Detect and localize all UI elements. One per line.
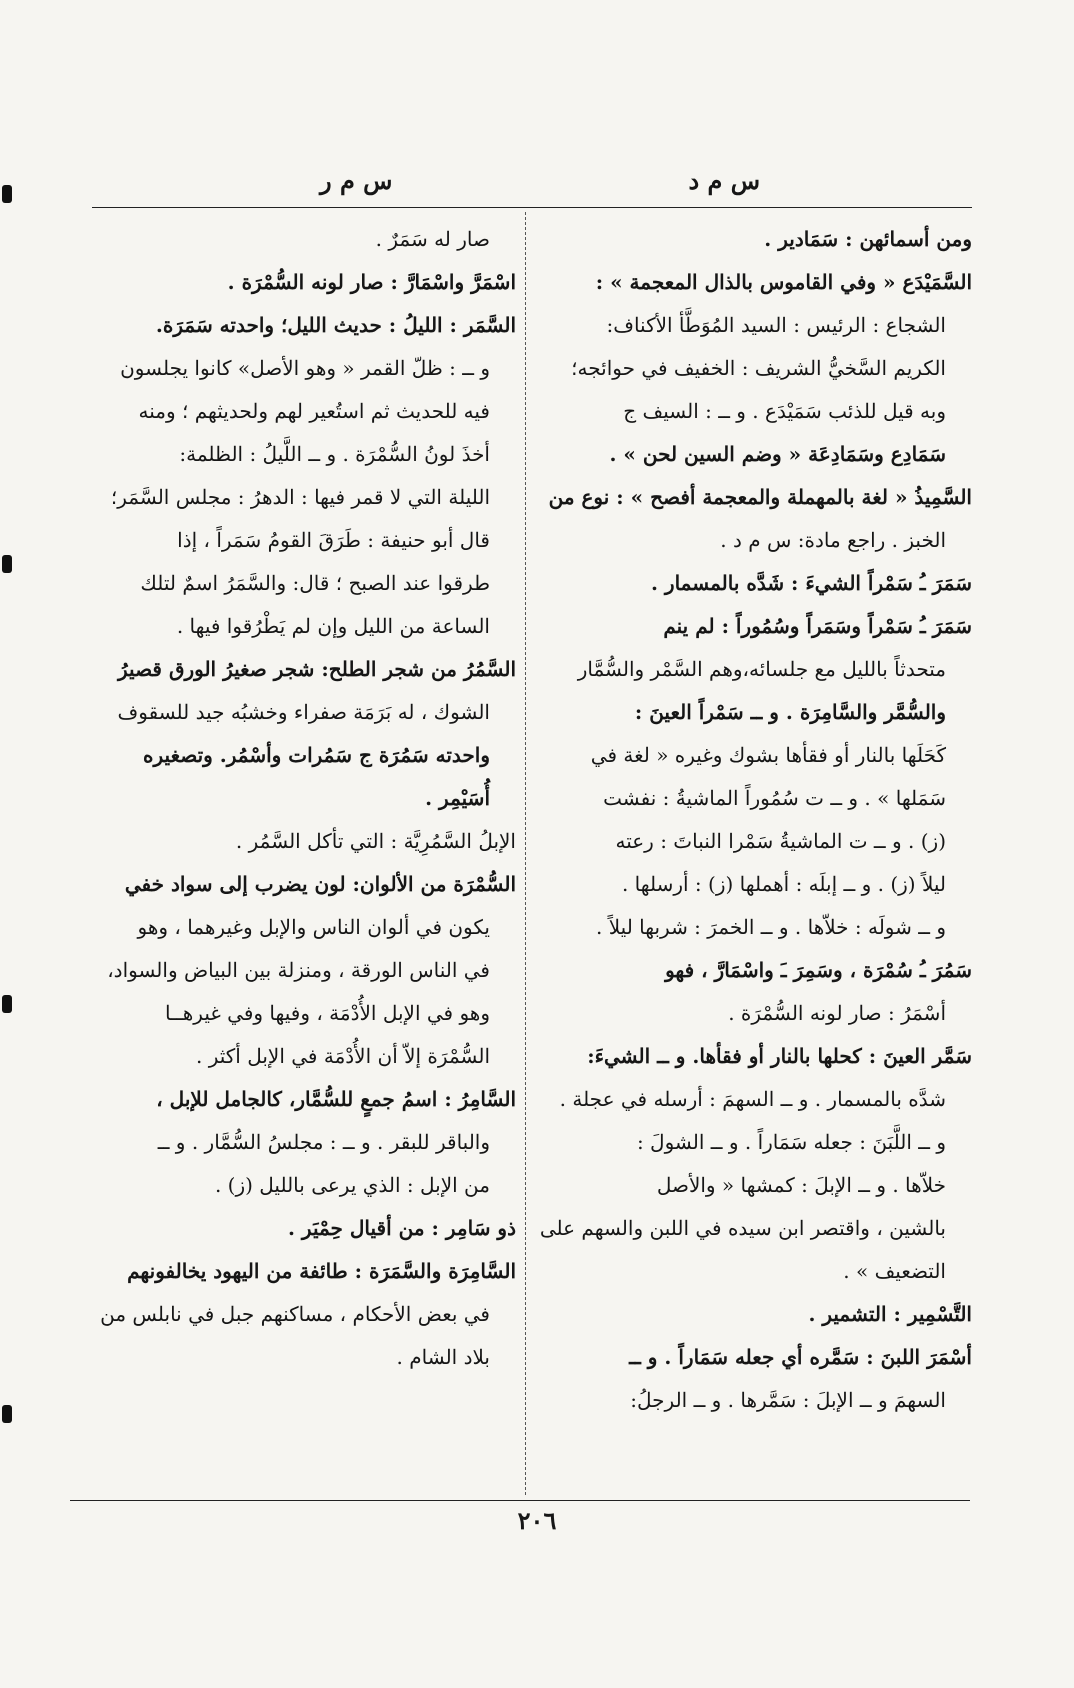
scan-mark <box>2 995 12 1013</box>
entry-line: طرقوا عند الصبح ؛ قال: والسَّمَرُ اسمٌ لتلك <box>140 571 490 595</box>
entry-line: واحدته سَمُرَة ج سَمُرات وأسْمُر. وتصغيره <box>143 743 490 767</box>
entry-line: السَّمُرُ من شجر الطلح: شجر صغيرُ الورق قصيرُ <box>118 657 516 681</box>
entry-line: أخذَ لونُ السُّمْرَة . و ــ اللَّيلُ : الظلمة: <box>179 442 490 466</box>
entry-line: التضعيف » . <box>843 1259 946 1283</box>
entry-line: السُّمْرَة من الألوان: لون يضرب إلى سواد خفي <box>124 872 516 896</box>
entry-line: التَّسْمِير : التشمير . <box>808 1302 972 1326</box>
scan-mark <box>2 1405 12 1423</box>
entry-line: الإبلُ السَّمُرِيَّة : التي تأكل السَّمُر . <box>235 829 516 853</box>
entry-line: فيه للحديث ثم استُعير لهم ولحديثهم ؛ ومنه <box>138 399 490 423</box>
page-number: ٢٠٦ <box>517 1506 557 1535</box>
entry-line: الليلة التي لا قمر فيها : الدهرُ : مجلس السَّمَر؛ <box>110 485 490 509</box>
entry-line: يكون في ألوان الناس والإبل وغيرهما ، وهو <box>137 915 490 939</box>
scan-mark <box>2 555 12 573</box>
right-column-header: س م د <box>688 166 760 195</box>
entry-line: شدَّه بالمسمار . و ــ السهمَ : أرسله في عجلة . <box>559 1087 946 1111</box>
column-divider <box>525 212 526 1495</box>
top-rule <box>92 207 972 208</box>
entry-line: ومن أسمائهن : سَمَادير . <box>764 227 972 251</box>
scan-mark <box>2 185 12 203</box>
entry-line: الساعة من الليل وإن لم يَطْرُقوا فيها . <box>176 614 490 638</box>
entry-line: متحدثاً بالليل مع جلسائه،وهم السَّمْر والسُّمَّار <box>577 657 946 681</box>
entry-line: بلاد الشام . <box>396 1345 490 1369</box>
entry-line: السُّمْرَة إلاّ أن الأُدْمَة في الإبل أكثر . <box>196 1044 490 1068</box>
entry-line: سَمَرَ ـُ سَمْراً الشيءَ : شَدَّه بالمسمار . <box>651 571 972 595</box>
left-column-header: س م ر <box>320 166 393 195</box>
entry-line: الشوك ، له بَرَمَة صفراء وخشبُه جيد للسقوف <box>117 700 490 724</box>
entry-line: سَمَلها » . و ــ ت سُمُوراً الماشيةُ : نفشت <box>603 786 946 810</box>
entry-line: خلاّها . و ــ الإبلَ : كمشها « والأصل <box>656 1173 946 1197</box>
entry-line: الكريم السَّخيُّ الشريف : الخفيف في حوائجه؛ <box>571 356 946 380</box>
entry-line: والباقر للبقر . و ــ : مجلسُ السُّمَّار . و ــ <box>157 1130 490 1154</box>
entry-line: سَمُرَ ـُ سُمْرَة ، وسَمِرَ ـَ واسْمَارَّ ، فهو <box>665 958 972 982</box>
entry-line: والسُّمَّر والسَّامِرَة . و ــ سَمْراً العينَ : <box>634 700 946 724</box>
entry-line: قال أبو حنيفة : طَرَقَ القومُ سَمَراً ، إذا <box>177 528 490 552</box>
entry-line: الخبز . راجع مادة: س م د . <box>720 528 946 552</box>
entry-line: السَّمَيْدَع « وفي القاموس بالذال المعجمة » : <box>595 270 972 294</box>
entry-line: صار له سَمَرٌ . <box>375 227 490 251</box>
entry-line: أسْمَرَ اللبنَ : سَمَّره أي جعله سَمَاراً . و ــ <box>629 1345 972 1369</box>
entry-line: كَحَلَها بالنار أو فقأها بشوك وغيره « لغة في <box>590 743 946 767</box>
entry-line: الشجاع : الرئيس : السيد المُوَطَّأ الأكناف: <box>606 313 946 337</box>
page-header <box>70 166 970 200</box>
entry-line: و ــ اللَّبَنَ : جعله سَمَاراً . و ــ الشولَ : <box>636 1130 946 1154</box>
entry-line: ليلاً (ز) . و ــ إبلَه : أهملها (ز) : أرسلها . <box>621 872 946 896</box>
entry-line: (ز) . و ــ ت الماشيةُ سَمْرا النباتَ : رعته <box>615 829 946 853</box>
entry-line: اسْمَرَّ واسْمَارَّ : صار لونه السُّمْرَة . <box>227 270 516 294</box>
entry-line: أسْمَرُ : صار لونه السُّمْرَة . <box>728 1001 946 1025</box>
entry-line: وبه قيل للذئب سَمَيْدَع . و ــ : السيف ج <box>623 399 946 423</box>
entry-line: من الإبل : الذي يرعى بالليل (ز) . <box>214 1173 490 1197</box>
entry-line: السهمَ و ــ الإبلَ : سَمَّرها . و ــ الرجلُ: <box>630 1388 946 1412</box>
entry-line: السَّمَر : الليلُ : حديث الليل؛ واحدته سَمَرَة. <box>155 313 516 337</box>
entry-line: ذو سَامِر : من أقيال حِمْيَر . <box>288 1216 516 1240</box>
left-column <box>58 218 516 1488</box>
entry-line: بالشين ، واقتصر ابن سيده في اللبن والسهم على <box>539 1216 946 1240</box>
entry-line: أُسَيْمِر . <box>425 786 490 810</box>
entry-line: السَّامِرَة والسَّمَرَة : طائفة من اليهود يخالفونهم <box>127 1259 516 1283</box>
right-column <box>536 218 972 1488</box>
bottom-rule <box>70 1500 970 1501</box>
entry-line: السَّمِيذُ « لغة بالمهملة والمعجمة أفصح » : نوع من <box>548 485 972 509</box>
entry-line: سَمَّر العينَ : كحلها بالنار أو فقأها. و ــ الشيءَ: <box>587 1044 972 1068</box>
entry-line: و ــ : ظلّ القمر « وهو الأصل» كانوا يجلسون <box>120 356 490 380</box>
entry-line: سَمَادِع وسَمَادِعَة « وضم السين لحن » . <box>609 442 946 466</box>
entry-line: سَمَرَ ـُ سَمْراً وسَمَراً وسُمُوراً : لم ينم <box>663 614 972 638</box>
entry-line: في الناس الورقة ، ومنزلة بين البياض والسواد، <box>107 958 490 982</box>
entry-line: السَّامِرُ : اسمُ جمعٍ للسُّمَّار، كالجامل للإبل ، <box>156 1087 516 1111</box>
entry-line: في بعض الأحكام ، مساكنهم جبل في نابلس من <box>100 1302 490 1326</box>
entry-line: وهو في الإبل الأُدْمَة ، وفيها وفي غيرهــا <box>164 1001 490 1025</box>
entry-line: و ــ شولَه : خلاّها . و ــ الخمرَ : شربها ليلاً . <box>596 915 946 939</box>
